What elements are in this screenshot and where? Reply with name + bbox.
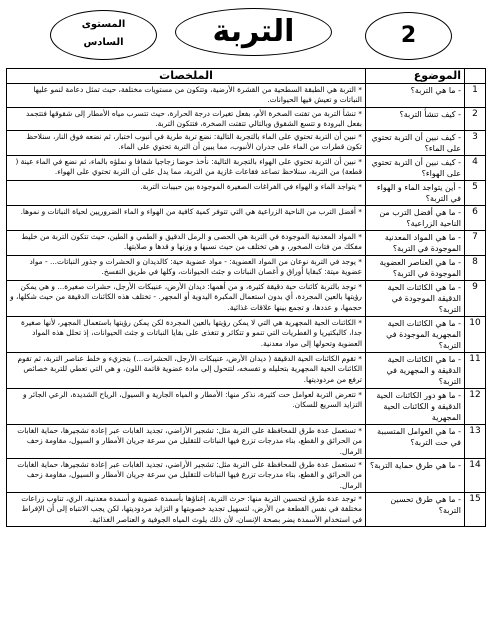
row-summary: * نبين أن التربة تحتوي على الهواء بالتجربة التالية: نأخذ حوضا زجاجيا شفافا و نملؤه بالماء، ثم نضع في الماء عينة ( قطعة) من التربة، سنلاحظ تصاعد فقاعات غازية من التربة، مما يدل على أن التربة تحتوي على الهواء. bbox=[7, 156, 366, 181]
level-value: السادس bbox=[83, 37, 124, 48]
row-number: 14 bbox=[465, 459, 486, 493]
table-row bbox=[7, 459, 486, 493]
row-topic: - ما هي العوامل المتسببة في حت التربة؟ bbox=[366, 425, 465, 459]
table-row bbox=[7, 84, 486, 108]
row-summary: * تستعمل عدة طرق للمحافظة على التربة مثل: تشجير الأراضي، تجديد الغابات عبر إعادة تشجيرها، حماية الغابات من الحرائق و القطع، بناء مدرجات تزرع فيها النباتات للتقليل من سرعة جريان الأمطار و السيول، مقاومة زحف الرمال. bbox=[7, 459, 366, 493]
row-topic: - ما هي طرق تحسين التربة؟ bbox=[366, 492, 465, 526]
table-row bbox=[7, 206, 486, 231]
title-badge bbox=[175, 8, 332, 56]
row-summary: * تتعرض التربة لعوامل حت كثيرة، نذكر منها: الأمطار و المياه الجارية و السيول، الرياح الشديدة، الرعي الجائر و التزايد السريع للسكان. bbox=[7, 389, 366, 425]
row-topic: - كيف نبين أن التربة تحتوي على الهواء؟ bbox=[366, 156, 465, 181]
row-summary: * توجد بالتربة كائنات حية دقيقة كثيرة، و من أهمها: ديدان الأرض، عنيبكات الأرجل، حشرات صغيرة... و هي يمكن رؤيتها بالعين المجردة، أي بدون استعمال المكبرة اليدوية أو المجهر. - تختلف هذه الكائنات الدقيقة من حيث شكلها، و حجمها، و عددها، و تجمع بينها علاقات غذائية. bbox=[7, 281, 366, 317]
row-summary: * المواد المعدنية الموجودة في التربة هي الحصى و الرمل الدقيق و الطمي و الطين، حيث تتكون التربة من خليط مفكك من فتات الصخور، و هي تختلف من حيث نسبها و وزنها و قدها و صلابتها. bbox=[7, 231, 366, 256]
row-number: 10 bbox=[465, 317, 486, 353]
table-row bbox=[7, 231, 486, 256]
table-body bbox=[7, 84, 486, 527]
row-number: 13 bbox=[465, 425, 486, 459]
row-number: 3 bbox=[465, 131, 486, 156]
topic-column-header: الموضوع bbox=[366, 69, 465, 84]
row-number: 15 bbox=[465, 492, 486, 526]
row-topic: - ما هي الكائنات الحية الدقيقة الموجودة في التربة؟ bbox=[366, 281, 465, 317]
lesson-number-badge bbox=[365, 12, 452, 60]
row-summary: * يتواجد الماء و الهواء في الفراغات الصغيرة الموجودة بين حبيبات التربة. bbox=[7, 181, 366, 206]
table-row bbox=[7, 107, 486, 131]
row-number: 5 bbox=[465, 181, 486, 206]
row-summary: * تستعمل عدة طرق للمحافظة على التربة مثل: تشجير الأراضي، تجديد الغابات عبر إعادة تشجيرها، حماية الغابات من الحرائق و القطع، بناء مدرجات تزرع فيها النباتات للتقليل من سرعة جريان الأمطار و السيول، مقاومة زحف الرمال. bbox=[7, 425, 366, 459]
summary-table bbox=[6, 68, 486, 527]
table-row bbox=[7, 156, 486, 181]
row-topic: - ما هي طرق حماية التربة؟ bbox=[366, 459, 465, 493]
row-topic: - ما هي المواد المعدنية الموجودة في التربة؟ bbox=[366, 231, 465, 256]
row-number: 9 bbox=[465, 281, 486, 317]
page-header bbox=[0, 0, 492, 68]
row-summary: * توجد عدة طرق لتحسين التربة منها: حرث التربة، إغناؤها بأسمدة عضوية و أسمدة معدنية، الري، تناوب زراعات مختلفة في نفس القطعة من الأرض، لتسهيل تجديد خصوبتها و التزايد مردوديتها، لكن يجب الانتباه إلى أن الإفراط في استخدام الأسمدة يضر بصحة الإنسان، لأن ذلك يلوث المياه الجوفية و العناصر الغذائية. bbox=[7, 492, 366, 526]
row-summary: * يوجد في التربة نوعان من المواد العضوية: - مواد عضوية حية: كالديدان و الحشرات و جذور النباتات... - مواد عضوية ميتة: كبقايا أوراق و أغصان النباتات و جثث الحيوانات، وكلها في طريق التفسخ. bbox=[7, 256, 366, 281]
row-number: 2 bbox=[465, 107, 486, 131]
number-column-header bbox=[465, 69, 486, 84]
row-summary: * الكائنات الحية المجهرية هي التي لا يمكن رؤيتها بالعين المجردة لكن يمكن رؤيتها باستعمال المجهر، لأنها صغيرة جدا، كالبكتيريا و الفطريات التي تنمو و تتكاثر و تتغذى على بقايا النباتات و جثث الحيوانات، إذ تحلل هذه المواد العضوية وتحولها إلى مواد معدنية. bbox=[7, 317, 366, 353]
row-number: 7 bbox=[465, 231, 486, 256]
row-topic: - كيف تنشأ التربة؟ bbox=[366, 107, 465, 131]
table-row bbox=[7, 281, 486, 317]
row-topic: - ما هي الكائنات الحية المجهرية الموجودة في التربة؟ bbox=[366, 317, 465, 353]
table-row bbox=[7, 317, 486, 353]
table-row bbox=[7, 256, 486, 281]
row-summary: * التربة هي الطبقة السطحية من القشرة الأرضية، وتتكون من مستويات مختلفة، حيث تمثل دعامة لنمو عليها النباتات و تعيش فيها الحيوانات. bbox=[7, 84, 366, 108]
row-topic: - أين يتواجد الماء و الهواء في التربة؟ bbox=[366, 181, 465, 206]
table-header-row bbox=[7, 69, 486, 84]
row-topic: - ما هي أفضل الترب من الناحية الزراعية؟ bbox=[366, 206, 465, 231]
row-number: 4 bbox=[465, 156, 486, 181]
row-number: 6 bbox=[465, 206, 486, 231]
row-summary: * تنشأ التربة من تفتت الصخرة الأم، بفعل تغيرات درجة الحرارة، حيث تتسرب مياه الأمطار إلى شقوقها فتتجمد بفعل البرودة و تتسع الشقوق وبالتالي تتفتت الصخرة، فتتكون التربة. bbox=[7, 107, 366, 131]
row-summary: * أفضل الترب من الناحية الزراعية هي التي تتوفر كمية كافية من الهواء و الماء الضروريين لحياة النباتات و نموها. bbox=[7, 206, 366, 231]
row-topic: - كيف نبين أن التربة تحتوي على الماء؟ bbox=[366, 131, 465, 156]
row-topic: - ما هو دور الكائنات الحية الدقيقة و الكائنات الحية المجهرية bbox=[366, 389, 465, 425]
row-summary: * تقوم الكائنات الحية الدقيقة ( ديدان الأرض، عنيبكات الأرجل، الحشرات...) بتجزيء و خلط عناصر التربة، ثم تقوم الكائنات الحية المجهرية بتحليله و تفسخه، لتتحول إلى مادة عضوية قاتمة اللون، و هي التي تعطي للتربة خصائص ترفع من مردوديتها. bbox=[7, 353, 366, 389]
row-number: 8 bbox=[465, 256, 486, 281]
table-row bbox=[7, 131, 486, 156]
page-title: التربة bbox=[212, 14, 295, 49]
row-topic: - ما هي العناصر العضوية الموجودة في التربة؟ bbox=[366, 256, 465, 281]
table-row bbox=[7, 425, 486, 459]
summary-column-header: الملخصات bbox=[7, 69, 366, 84]
table-row bbox=[7, 181, 486, 206]
table-row bbox=[7, 492, 486, 526]
table-row bbox=[7, 389, 486, 425]
row-number: 1 bbox=[465, 84, 486, 108]
level-badge bbox=[50, 10, 157, 60]
row-number: 12 bbox=[465, 389, 486, 425]
row-topic: - ما هي الكائنات الحية الدقيقة و المجهرية في التربة؟ bbox=[366, 353, 465, 389]
row-number: 11 bbox=[465, 353, 486, 389]
row-topic: - ما هي التربة؟ bbox=[366, 84, 465, 108]
level-label: المستوى bbox=[81, 19, 126, 30]
row-summary: * نبين أن التربة تحتوي على الماء بالتجربة التالية: نضع تربة طرية في أنبوب اختبار، ثم نضعه فوق النار، سنلاحظ تكون قطرات من الماء على جدران الأنبوب، مما يبين أن التربة تحتوي على الماء. bbox=[7, 131, 366, 156]
table-row bbox=[7, 353, 486, 389]
lesson-number: 2 bbox=[400, 23, 417, 48]
